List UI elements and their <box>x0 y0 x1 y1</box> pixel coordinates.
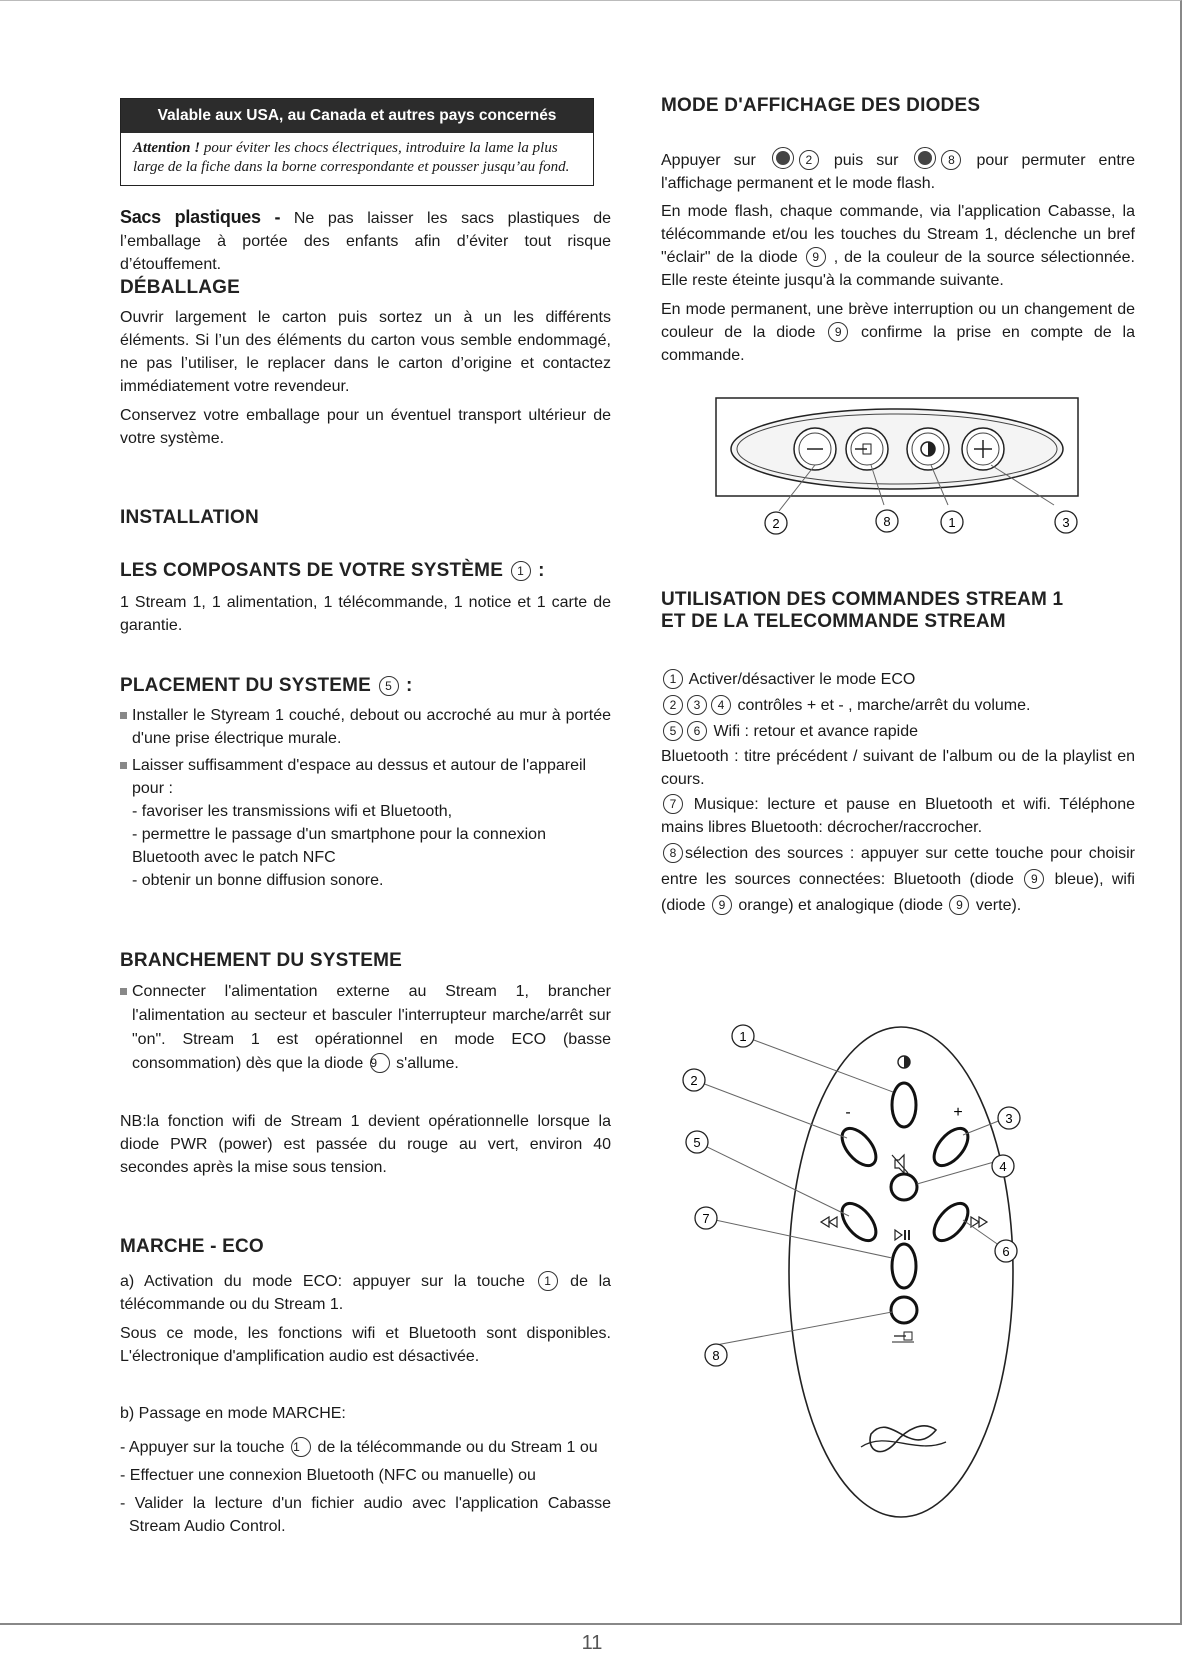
marche-a: a) Activation du mode ECO: appuyer sur la touche 1 de la télécommande ou du Stream 1. <box>120 1273 612 1313</box>
panel-label-8 <box>876 510 898 532</box>
svg-text:5: 5 <box>693 1135 701 1150</box>
panel-source-button <box>846 428 888 470</box>
use-line-3: 5 6 Wifi : retour et avance rapide <box>661 719 1135 745</box>
branchement-bullet: Connecter l'alimentation externe au Stream 1, brancher l'alimentation au secteur et basculer l'interrupteur marche/arrêt sur "on". Stream 1 est opérationnel en mode ECO (basse consommation) dès que la diode 9 s'allume. <box>120 980 611 1076</box>
svg-text:7: 7 <box>702 1211 710 1226</box>
minus-button-icon <box>772 147 794 169</box>
placement-bullet-1: Installer le Styream 1 couché, debout ou accroché au mur à portée d'une prise électrique murale. <box>120 704 611 750</box>
remote-label-2 <box>683 1069 705 1091</box>
remote-power-button <box>892 1083 916 1127</box>
remote-label-4 <box>992 1155 1014 1177</box>
placement-title-text: PLACEMENT DU SYSTEME <box>120 675 372 696</box>
remote-label-1 <box>732 1025 754 1047</box>
source-button-icon <box>914 147 936 169</box>
svg-text:1: 1 <box>739 1029 747 1044</box>
warning-title: Valable aux USA, au Canada et autres pays concernés <box>121 99 593 133</box>
bullet-square-icon <box>120 712 127 719</box>
warning-box <box>120 98 594 186</box>
remote-mute-button <box>891 1174 917 1200</box>
bullet-square-icon <box>120 988 127 995</box>
svg-text:3: 3 <box>1062 515 1070 530</box>
remote-minus-sign: - <box>845 1104 851 1121</box>
svg-text:2: 2 <box>690 1073 698 1088</box>
use-line-6: 8 sélection des sources : appuyer sur cette touche pour choisir entre les sources connectées: Bluetooth (diode 9 bleue), wifi (diode 9 orange) et analogique (diode 9 verte). <box>661 845 1135 914</box>
deballage-title: DÉBALLAGE <box>120 277 241 298</box>
remote-source-button <box>891 1297 917 1323</box>
remote-label-6 <box>995 1240 1017 1262</box>
utilisation-title: UTILISATION DES COMMANDES STREAM 1 ET DE LA TELECOMMANDE STREAM <box>661 589 1064 632</box>
panel-power-button <box>907 428 949 470</box>
marche-dash-2: - Effectuer une connexion Bluetooth (NFC ou manuelle) ou <box>120 1467 536 1484</box>
sacs-label: Sacs plastiques - <box>120 207 281 227</box>
marche-p2: Sous ce mode, les fonctions wifi et Bluetooth sont disponibles. L'électronique d'amplification audio est désactivée. <box>120 1325 611 1365</box>
placement-sub-1: - favoriser les transmissions wifi et Bluetooth, <box>132 803 453 820</box>
branchement-title: BRANCHEMENT DU SYSTEME <box>120 950 403 971</box>
remote-diagram <box>661 1010 1135 1530</box>
panel-plus-button <box>962 428 1004 470</box>
placement-num: 5 <box>379 676 399 696</box>
placement-sub-3: - obtenir un bonne diffusion sonore. <box>132 872 384 889</box>
warning-text <box>121 133 593 185</box>
page-number: 11 <box>581 1632 603 1654</box>
svg-text:6: 6 <box>1002 1244 1010 1259</box>
eco-key-ref: 1 <box>538 1271 558 1291</box>
marche-dash-3: - Valider la lecture d'un fichier audio avec l'application Cabasse Stream Audio Control. <box>120 1495 611 1535</box>
placement-list <box>120 704 611 892</box>
use-line-2: 2 3 4 contrôles + et - , marche/arrêt du volume. <box>661 693 1135 719</box>
marche-b: b) Passage en mode MARCHE: <box>120 1405 346 1422</box>
placement-bullet-2: Laisser suffisamment d'espace au dessus et autour de l'appareil pour : <box>120 754 611 800</box>
diode-9-ref: 9 <box>370 1053 390 1073</box>
remote-label-8 <box>705 1344 727 1366</box>
sacs-paragraph <box>120 206 611 276</box>
svg-text:4: 4 <box>999 1159 1007 1174</box>
svg-text:1: 1 <box>948 515 956 530</box>
diodes-p1: Appuyer sur 2 puis sur 8 pour permuter entre l'affichage permanent et le mode flash. <box>661 147 1135 195</box>
placement-title <box>120 675 611 697</box>
remote-plus-sign: + <box>953 1104 963 1121</box>
deballage-p2: Conservez votre emballage pour un éventuel transport ultérieur de votre système. <box>120 407 611 447</box>
warning-attention: Attention ! <box>133 140 201 156</box>
marche-list <box>120 1436 611 1538</box>
sacs-text: Ne pas laisser les sacs plastiques de l’emballage à portée des enfants afin d’éviter tout risque d’étouffement. <box>120 210 611 273</box>
remote-label-5 <box>686 1131 708 1153</box>
svg-text:8: 8 <box>883 514 891 529</box>
remote-play-pause-button <box>892 1244 916 1288</box>
composants-colon: : <box>538 560 545 581</box>
warning-body: pour éviter les chocs électriques, introduire la lame la plus large de la fiche dans la borne correspondante et pousser jusqu’au fond. <box>133 140 570 175</box>
svg-text:8: 8 <box>712 1348 720 1363</box>
remote-label-3 <box>998 1107 1020 1129</box>
remote-label-7 <box>695 1207 717 1229</box>
eco-key-ref-2: 1 <box>291 1437 311 1457</box>
panel-label-1 <box>941 511 963 533</box>
panel-label-3 <box>1055 511 1077 533</box>
use-line-5: 7 Musique: lecture et pause en Bluetooth et wifi. Téléphone mains libres Bluetooth: décrocher/raccrocher. <box>661 796 1136 836</box>
use-line-4: Bluetooth : titre précédent / suivant de l'album ou de la playlist en cours. <box>661 748 1135 788</box>
composants-text: 1 Stream 1, 1 alimentation, 1 télécommande, 1 notice et 1 carte de garantie. <box>120 594 611 634</box>
branchement-nb: NB:la fonction wifi de Stream 1 devient opérationnelle lorsque la diode PWR (power) est passée du rouge au vert, environ 40 secondes après la mise sous tension. <box>120 1113 611 1176</box>
deballage-p1: Ouvrir largement le carton puis sortez un à un les différents éléments. Si l’un des éléments du carton vous semble endommagé, ne pas l’utiliser, le replacer dans le carton d’origine et contactez immédiatement votre revendeur. <box>120 309 611 395</box>
panel-label-2 <box>765 512 787 534</box>
placement-sub-2: - permettre le passage d'un smartphone pour la connexion Bluetooth avec le patch NFC <box>132 826 546 866</box>
svg-text:3: 3 <box>1005 1111 1013 1126</box>
svg-text:2: 2 <box>772 516 780 531</box>
installation-title: INSTALLATION <box>120 507 259 528</box>
composants-title-text: LES COMPOSANTS DE VOTRE SYSTÈME <box>120 560 504 581</box>
marche-dash-1: - Appuyer sur la touche 1 de la télécommande ou du Stream 1 ou <box>120 1439 598 1456</box>
diodes-title: MODE D'AFFICHAGE DES DIODES <box>661 95 981 116</box>
use-line-1: 1 Activer/désactiver le mode ECO <box>661 667 1135 693</box>
composants-title <box>120 560 611 582</box>
stream-panel-diagram <box>661 393 1135 543</box>
composants-num: 1 <box>511 561 531 581</box>
utilisation-list <box>661 667 1135 919</box>
panel-minus-button <box>794 428 836 470</box>
bullet-square-icon <box>120 762 127 769</box>
diodes-p2: En mode flash, chaque commande, via l'application Cabasse, la télécommande et/ou les touches du Stream 1, déclenche un bref "éclair" de la diode 9 , de la couleur de la source sélectionnée. Elle reste éteinte jusqu'à la commande suivante. <box>661 203 1135 289</box>
placement-colon: : <box>406 675 413 696</box>
diodes-p3: En mode permanent, une brève interruption ou un changement de couleur de la diode 9 confirme la prise en compte de la commande. <box>661 301 1135 364</box>
panel-outer-ellipse <box>731 409 1063 489</box>
marche-title: MARCHE - ECO <box>120 1236 264 1257</box>
